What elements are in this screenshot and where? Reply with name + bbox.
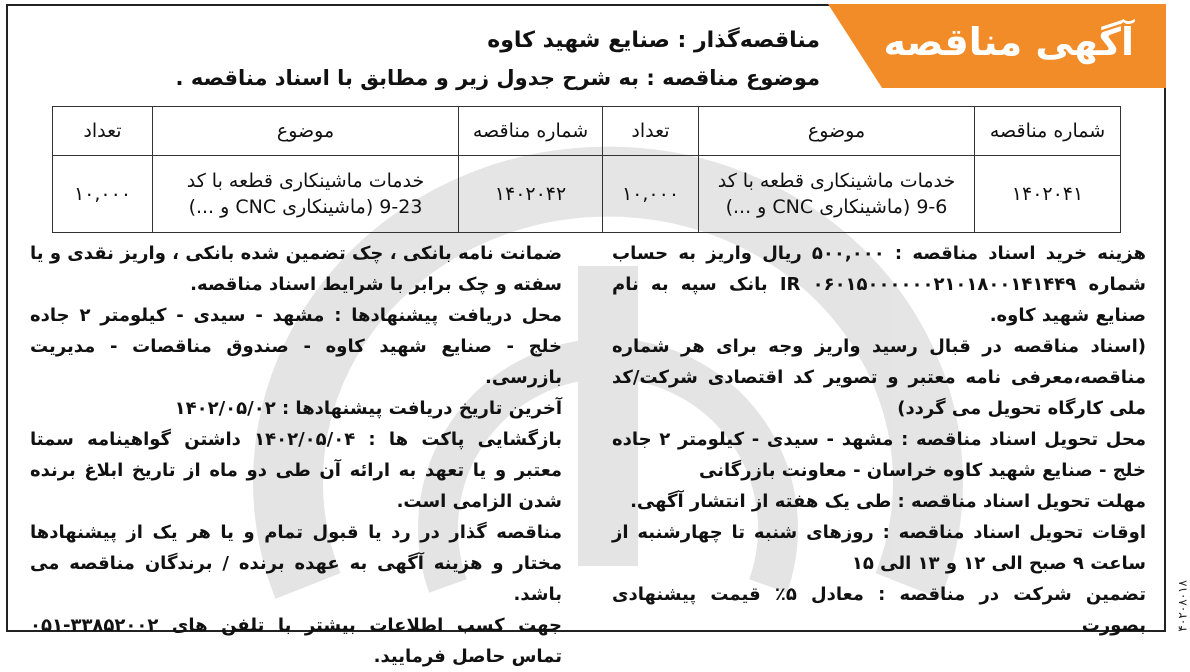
subject-cell	[153, 156, 459, 233]
subject-line-1: خدمات ماشینکاری قطعه با کد	[186, 170, 425, 192]
tender-number-cell: ۱۴۰۲۰۴۲	[459, 156, 603, 233]
table-header-cell: موضوع	[699, 107, 975, 156]
tender-number-cell: ۱۴۰۲۰۴۱	[975, 156, 1121, 233]
table-header-cell: تعداد	[603, 107, 699, 156]
proposal-receipt-place: محل دریافت پیشنهادها : مشهد - سیدی - کیلومتر ۲ جاده خلج - صنایع شهید کاوه - صندوق مناقصات - مدیریت بازرسی.	[30, 305, 562, 388]
left-column	[30, 238, 562, 672]
subject-line-2: 9-23 (ماشینکاری CNC و ...)	[188, 196, 423, 218]
organizer-line: مناقصه‌گذار : صنایع شهید کاوه	[487, 28, 820, 53]
document-fee-paragraph: هزینه خرید اسناد مناقصه : ۵۰۰,۰۰۰ ریال واریز به حساب شماره IR ۰۶۰۱۵۰۰۰۰۰۰۲۱۰۱۸۰۰۱۴۱۴۴۹ بانک سپه به نام صنایع شهید کاوه.	[612, 243, 1146, 326]
envelope-opening: بازگشایی پاکت ها : ۱۴۰۲/۰۵/۰۴ داشتن گواهینامه سمتا معتبر و یا تعهد به ارائه آن طی دو ماه از تاریخ ابلاغ برنده شدن الزامی است.	[30, 429, 563, 512]
side-code: ۴۰۲۰۸۰۱۸	[1176, 580, 1190, 632]
table-header-cell: شماره مناقصه	[459, 107, 603, 156]
quantity-cell: ۱۰,۰۰۰	[603, 156, 699, 233]
guarantee-types: ضمانت نامه بانکی ، چک تضمین شده بانکی ، واریز نقدی و یا سفته و چک برابر با شرایط اسناد مناقصه.	[30, 243, 562, 295]
subject-line-2: 9-6 (ماشینکاری CNC و ...)	[725, 196, 948, 218]
subject-cell	[699, 156, 975, 233]
table-row	[53, 156, 1121, 233]
subject-line: موضوع مناقصه : به شرح جدول زیر و مطابق با اسناد مناقصه .	[175, 66, 820, 90]
document-delivery-deadline: مهلت تحویل اسناد مناقصه : طی یک هفته از انتشار آگهی.	[630, 491, 1146, 512]
document-delivery-place: محل تحویل اسناد مناقصه : مشهد - سیدی - کیلومتر ۲ جاده خلج - صنایع شهید کاوه خراسان - معاونت بازرگانی	[612, 429, 1146, 481]
subject-line-1: خدمات ماشینکاری قطعه با کد	[717, 170, 956, 192]
document-delivery-note: (اسناد مناقصه در قبال رسید واریز وجه برای هر شماره مناقصه،معرفی نامه معتبر و تصویر کد اقتصادی شرکت/کد ملی کارگاه تحویل می گردد)	[612, 336, 1146, 419]
contact-info: جهت کسب اطلاعات بیشتر با تلفن های ۳۳۸۵۲۰۰۲-۰۵۱ تماس حاصل فرمایید.	[30, 615, 562, 667]
document-delivery-hours: اوقات تحویل اسناد مناقصه : روزهای شنبه تا چهارشنبه از ساعت ۹ صبح الی ۱۲ و ۱۳ الی ۱۵	[612, 522, 1146, 574]
table-header-cell: تعداد	[53, 107, 153, 156]
banner-title: آگهی مناقصه	[883, 20, 1134, 64]
tender-notice	[6, 4, 1166, 667]
tender-table	[52, 106, 1121, 233]
proposal-deadline: آخرین تاریخ دریافت پیشنهادها : ۱۴۰۲/۰۵/۰۲	[174, 398, 562, 419]
table-header-cell: موضوع	[153, 107, 459, 156]
right-column	[612, 238, 1146, 641]
participation-guarantee: تضمین شرکت در مناقصه : معادل ۵٪ قیمت پیشنهادی بصورت	[612, 584, 1146, 636]
table-header-row	[53, 107, 1121, 156]
quantity-cell: ۱۰,۰۰۰	[53, 156, 153, 233]
table-header-cell: شماره مناقصه	[975, 107, 1121, 156]
organizer-rights: مناقصه گذار در رد یا قبول تمام و یا هر یک از پیشنهادها مختار و هزینه آگهی به عهده برنده / برندگان مناقصه می باشد.	[30, 522, 562, 605]
